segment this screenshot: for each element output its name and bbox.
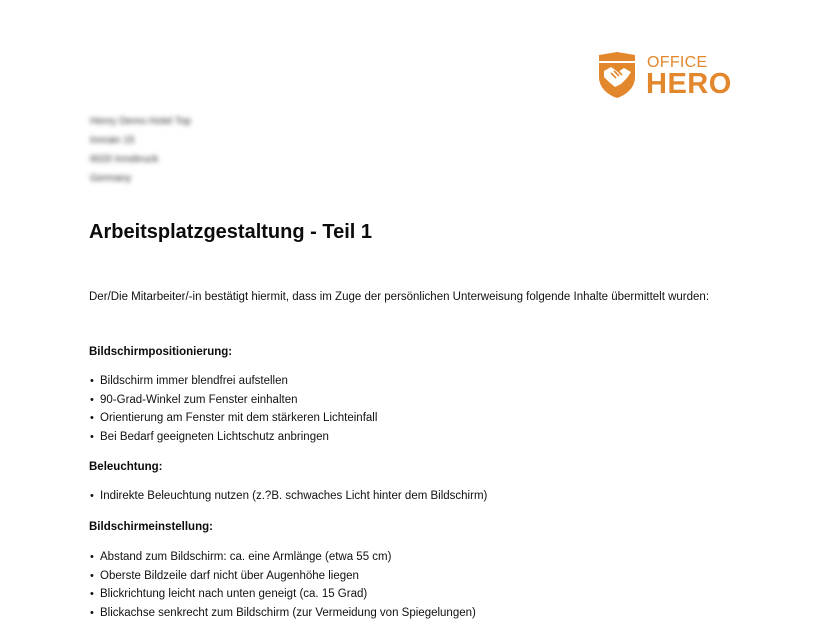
bullet-list-beleuchtung — [89, 487, 487, 506]
list-item — [89, 428, 377, 447]
list-item-text: Blickrichtung leicht nach unten geneigt (ca. 15 Grad) — [100, 588, 368, 600]
bullet-icon: • — [90, 551, 94, 563]
list-item — [89, 391, 377, 410]
bullet-list-bildschirmeinstellung — [89, 548, 476, 622]
address-line: Germany — [90, 173, 132, 184]
bullet-icon: • — [90, 569, 94, 582]
bullet-icon: • — [90, 588, 94, 600]
intro-paragraph: Der/Die Mitarbeiter/-in bestätigt hiermit, dass im Zuge der persönlichen Unterweisung folgende Inhalte übermittelt wurden: — [89, 291, 710, 303]
bullet-icon: • — [90, 375, 94, 387]
logo-text-hero: HERO — [646, 68, 732, 100]
list-item-text: Blickachse senkrecht zum Bildschirm (zur Vermeidung von Spiegelungen) — [100, 606, 476, 619]
list-item — [89, 585, 476, 604]
bullet-icon: • — [90, 490, 94, 502]
bullet-icon: • — [90, 412, 94, 424]
list-item — [89, 372, 377, 391]
list-item-text: Oberste Bildzeile darf nicht über Augenhöhe liegen — [100, 569, 359, 582]
list-item-text: Orientierung am Fenster mit dem stärkeren Lichteinfall — [100, 412, 378, 424]
bullet-icon: • — [90, 393, 94, 406]
logo-text-office: OFFICE — [647, 54, 708, 71]
list-item — [89, 409, 377, 428]
address-line: Henry Demo Hotel Top — [90, 116, 191, 127]
list-item — [89, 548, 476, 567]
address-line: Innrain 15 — [90, 135, 135, 146]
handshake-shield-icon — [597, 51, 637, 99]
office-hero-logo — [597, 51, 737, 101]
section-heading-bildschirmeinstellung: Bildschirmeinstellung: — [89, 521, 213, 533]
document-title: Arbeitsplatzgestaltung - Teil 1 — [89, 221, 372, 243]
recipient-address — [90, 112, 191, 188]
list-item-text: Bei Bedarf geeigneten Lichtschutz anbringen — [100, 430, 329, 443]
address-line: 6020 Innsbruck — [90, 154, 159, 165]
bullet-icon: • — [90, 430, 94, 443]
bullet-icon: • — [90, 606, 94, 619]
list-item — [89, 604, 476, 623]
bullet-list-bildschirmpositionierung — [89, 372, 377, 446]
list-item-text: Indirekte Beleuchtung nutzen (z.?B. schwaches Licht hinter dem Bildschirm) — [100, 490, 488, 502]
list-item-text: Abstand zum Bildschirm: ca. eine Armlänge (etwa 55 cm) — [100, 551, 392, 563]
list-item-text: Bildschirm immer blendfrei aufstellen — [100, 375, 288, 387]
section-heading-bildschirmpositionierung: Bildschirmpositionierung: — [89, 346, 233, 358]
section-heading-beleuchtung: Beleuchtung: — [89, 461, 163, 473]
list-item — [89, 567, 476, 586]
list-item-text: 90-Grad-Winkel zum Fenster einhalten — [100, 393, 298, 406]
list-item — [89, 487, 487, 506]
